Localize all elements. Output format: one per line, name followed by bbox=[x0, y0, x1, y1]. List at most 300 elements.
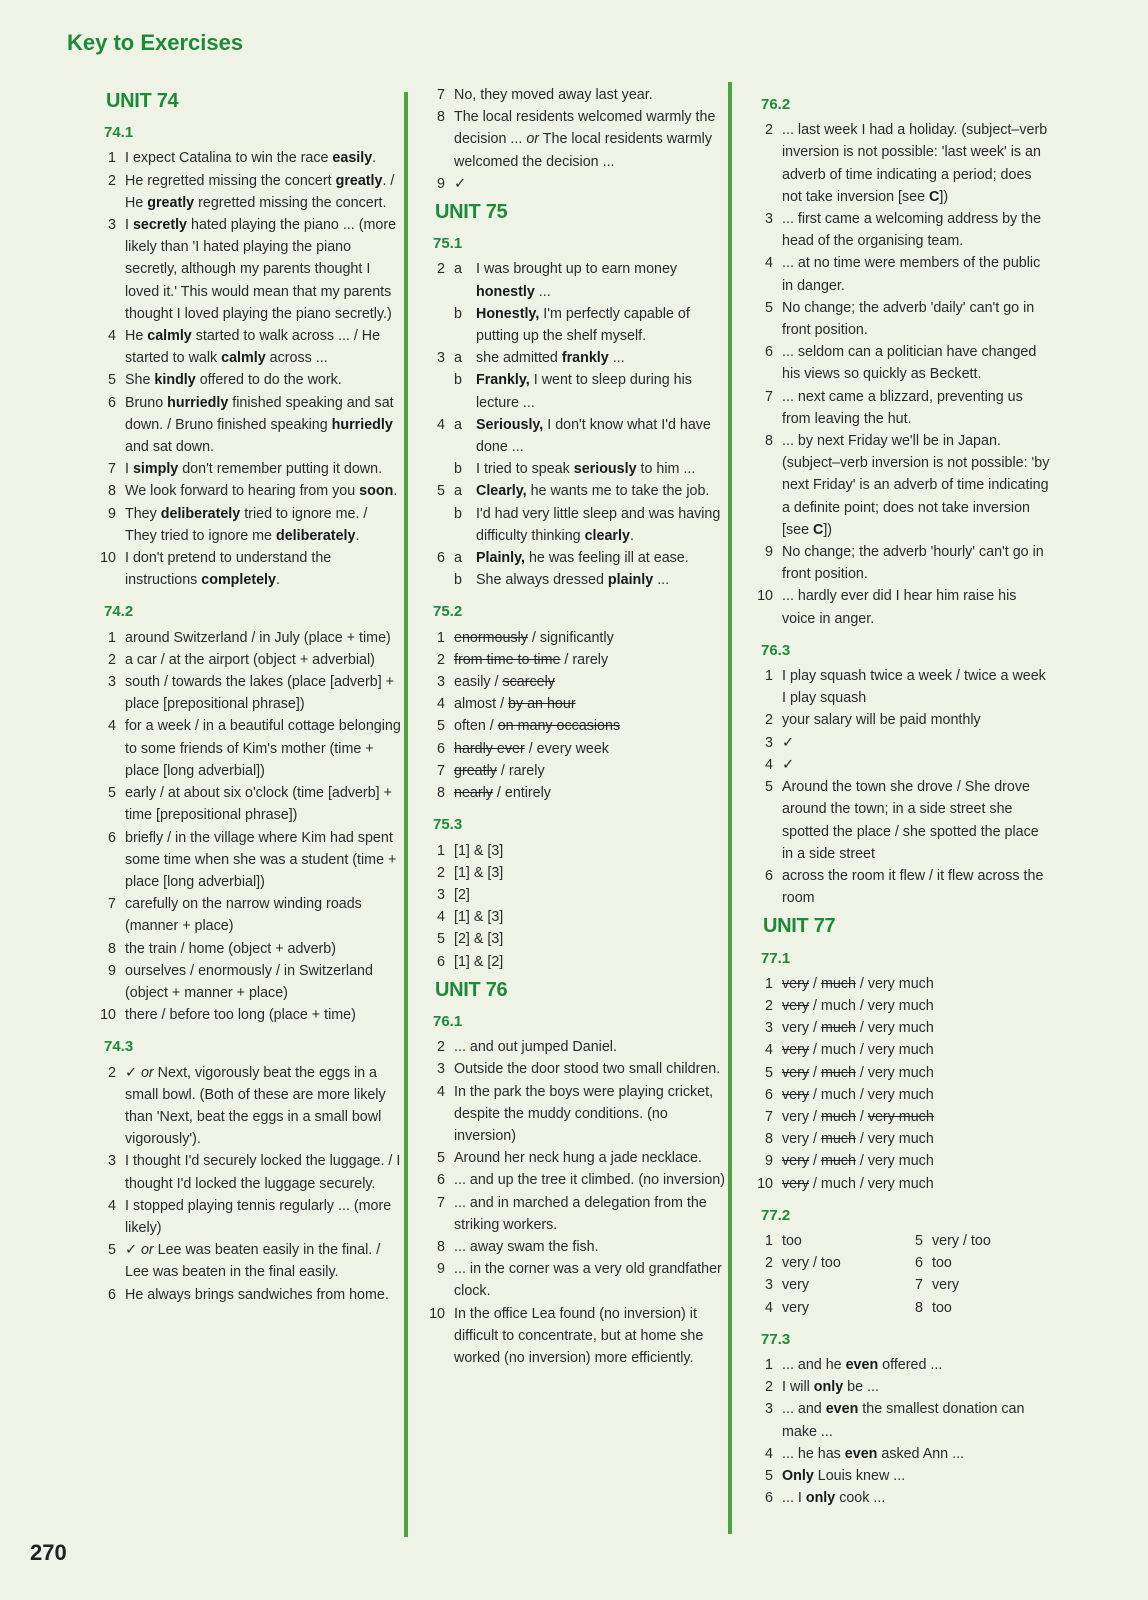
item-number: 5 bbox=[108, 785, 116, 802]
exercise-heading: 77.2 bbox=[761, 1206, 791, 1224]
answer-item bbox=[96, 715, 401, 782]
answer-item bbox=[753, 585, 1053, 629]
item-number: 2 bbox=[437, 864, 445, 881]
answer-text: ... in the corner was a very old grandfather clock. bbox=[454, 1261, 722, 1300]
answer-item bbox=[425, 862, 725, 884]
answer-list bbox=[753, 973, 1053, 1195]
item-number: 4 bbox=[765, 1042, 773, 1059]
answer-list bbox=[96, 627, 401, 1027]
page-number: 270 bbox=[30, 1540, 67, 1565]
answer-list bbox=[425, 84, 725, 195]
answer-item bbox=[96, 1004, 401, 1026]
answer-text: too bbox=[932, 1255, 952, 1272]
exercise-heading: 77.1 bbox=[761, 949, 791, 967]
answer-text: The local residents welcomed warmly the decision ... or The local residents warmly welcomed the decision ... bbox=[454, 109, 716, 170]
answer-text: very / much / very much bbox=[782, 1020, 934, 1037]
item-number: 7 bbox=[108, 461, 116, 478]
item-number: 6 bbox=[915, 1255, 923, 1272]
answer-item bbox=[425, 649, 725, 671]
item-sub-letter: b bbox=[454, 572, 462, 589]
answer-text: ... by next Friday we'll be in Japan. (subject–verb inversion is not possible: 'by next Friday' is an adverb of time indicating a definite point; does not take inversion [see C]) bbox=[782, 433, 1050, 538]
item-number: 4 bbox=[765, 1299, 773, 1316]
answer-text: often / on many occasions bbox=[454, 718, 621, 735]
answer-text: she admitted frankly ... bbox=[476, 350, 625, 367]
item-number: 4 bbox=[437, 1083, 445, 1100]
answer-item bbox=[425, 1058, 725, 1080]
answer-list bbox=[753, 1230, 1053, 1319]
answer-item bbox=[96, 147, 401, 169]
answer-text: ... I only cook ... bbox=[782, 1490, 886, 1507]
answer-text: Honestly, I'm perfectly capable of putting up the shelf myself. bbox=[476, 305, 690, 345]
item-number: 7 bbox=[437, 87, 445, 103]
item-sub-letter: a bbox=[454, 416, 462, 433]
answer-text: very / too bbox=[932, 1232, 991, 1249]
answer-text: [2] bbox=[454, 886, 470, 903]
answer-text: I simply don't remember putting it down. bbox=[125, 461, 383, 478]
answer-text: easily / scarcely bbox=[454, 674, 555, 691]
item-sub-letter: b bbox=[454, 305, 462, 322]
item-number: 8 bbox=[765, 1131, 773, 1148]
answer-list bbox=[96, 147, 401, 591]
answer-item bbox=[425, 547, 725, 569]
item-number: 3 bbox=[108, 217, 116, 234]
answer-text: I thought I'd securely locked the luggage. / I thought I'd locked the luggage securely. bbox=[125, 1153, 401, 1192]
answer-item bbox=[753, 1376, 1053, 1398]
answer-item bbox=[425, 303, 725, 347]
item-number: 7 bbox=[108, 896, 116, 913]
answer-item bbox=[425, 414, 725, 458]
answer-item bbox=[425, 627, 725, 649]
item-sub-letter: a bbox=[454, 261, 462, 278]
unit-heading: UNIT 76 bbox=[435, 978, 508, 1001]
answer-text: I was brought up to earn money honestly ... bbox=[476, 261, 678, 300]
answer-item bbox=[425, 884, 725, 906]
item-number: 9 bbox=[108, 962, 116, 979]
answer-item bbox=[425, 106, 725, 173]
exercise-heading: 77.3 bbox=[761, 1330, 791, 1348]
item-number: 4 bbox=[437, 696, 445, 713]
answer-text: very bbox=[932, 1277, 960, 1294]
answer-item bbox=[96, 671, 401, 715]
item-number: 1 bbox=[765, 1356, 773, 1373]
answer-item bbox=[425, 782, 725, 804]
exercise-heading: 76.3 bbox=[761, 641, 791, 659]
item-number: 2 bbox=[437, 651, 445, 668]
answer-item bbox=[753, 1084, 1053, 1106]
answer-text: your salary will be paid monthly bbox=[782, 712, 981, 729]
answer-text: ... hardly ever did I hear him raise his voice in anger. bbox=[782, 588, 1017, 627]
answer-text: Clearly, he wants me to take the job. bbox=[476, 483, 710, 500]
answer-text: In the office Lea found (no inversion) it difficult to concentrate, but at home she worked (no inversion) more efficiently. bbox=[454, 1305, 704, 1366]
answer-item bbox=[425, 84, 725, 106]
answer-item bbox=[753, 776, 1053, 865]
answer-item bbox=[425, 715, 725, 737]
item-number: 6 bbox=[437, 953, 445, 970]
item-sub-letter: b bbox=[454, 505, 462, 522]
answer-text: [2] & [3] bbox=[454, 931, 504, 948]
answer-item bbox=[753, 341, 1053, 385]
item-number: 6 bbox=[437, 740, 445, 757]
answer-item bbox=[753, 1465, 1053, 1487]
item-sub-letter: a bbox=[454, 350, 462, 367]
item-number: 6 bbox=[437, 550, 445, 567]
answer-item bbox=[753, 252, 1053, 296]
answer-item bbox=[96, 1195, 401, 1239]
answer-text: Seriously, I don't know what I'd have done ... bbox=[476, 416, 711, 456]
answer-item bbox=[425, 928, 725, 950]
item-number: 5 bbox=[108, 1242, 116, 1259]
answer-item bbox=[96, 827, 401, 894]
answer-text: I will only be ... bbox=[782, 1379, 879, 1396]
answer-item bbox=[96, 893, 401, 937]
answer-list bbox=[425, 258, 725, 591]
answer-text: ... at no time were members of the public in danger. bbox=[782, 255, 1041, 294]
item-number: 9 bbox=[765, 544, 773, 561]
answer-item bbox=[425, 693, 725, 715]
answer-item bbox=[96, 369, 401, 391]
item-number: 8 bbox=[437, 109, 445, 126]
item-number: 2 bbox=[437, 261, 445, 278]
answer-text: ✓ bbox=[782, 734, 794, 751]
item-sub-letter: a bbox=[454, 550, 462, 567]
answer-text: Only Louis knew ... bbox=[782, 1467, 906, 1484]
item-number: 10 bbox=[100, 550, 116, 567]
answer-text: Outside the door stood two small children. bbox=[454, 1061, 721, 1078]
answer-item bbox=[425, 258, 725, 302]
answer-item bbox=[425, 738, 725, 760]
answer-item bbox=[753, 1443, 1053, 1465]
answer-text: ... last week I had a holiday. (subject–verb inversion is not possible: 'last week' is an adverb of time indicating a period; does not take inversion [see C]) bbox=[782, 122, 1048, 205]
item-number: 2 bbox=[765, 1255, 773, 1272]
answer-item bbox=[425, 503, 725, 547]
answer-item bbox=[753, 1062, 1053, 1084]
answer-item bbox=[753, 1128, 1053, 1150]
answer-item bbox=[425, 173, 725, 195]
answer-text: ... first came a welcoming address by the head of the organising team. bbox=[782, 211, 1042, 250]
answer-text: I tried to speak seriously to him ... bbox=[476, 461, 696, 478]
answer-text: nearly / entirely bbox=[454, 785, 551, 802]
answer-item bbox=[425, 1169, 725, 1191]
answer-item bbox=[753, 1274, 903, 1296]
item-number: 7 bbox=[437, 1194, 445, 1211]
answer-text: for a week / in a beautiful cottage belonging to some friends of Kim's mother (time + place [long adverbial]) bbox=[125, 718, 401, 779]
item-number: 5 bbox=[765, 779, 773, 796]
answer-text: ... and up the tree it climbed. (no inversion) bbox=[454, 1172, 725, 1189]
answer-text: He regretted missing the concert greatly. / He greatly regretted missing the concert. bbox=[125, 172, 395, 211]
item-number: 2 bbox=[765, 1379, 773, 1396]
answer-text: hardly ever / every week bbox=[454, 740, 609, 757]
item-number: 9 bbox=[437, 175, 445, 192]
item-number: 9 bbox=[765, 1153, 773, 1170]
exercise-heading: 76.1 bbox=[433, 1012, 463, 1030]
answer-item bbox=[753, 995, 1053, 1017]
answer-text: briefly / in the village where Kim had spent some time when she was a student (time + place [long adverbial]) bbox=[125, 829, 397, 890]
item-number: 1 bbox=[437, 842, 445, 859]
answer-list bbox=[96, 1062, 401, 1306]
answer-column-1 bbox=[96, 84, 401, 1306]
item-number: 8 bbox=[437, 1238, 445, 1255]
answer-list bbox=[425, 627, 725, 805]
answer-column-2 bbox=[425, 84, 725, 1369]
answer-item bbox=[425, 1258, 725, 1302]
item-number: 9 bbox=[437, 1261, 445, 1278]
answer-item bbox=[96, 1062, 401, 1151]
answer-text: ... away swam the fish. bbox=[454, 1238, 599, 1255]
answer-text: too bbox=[932, 1299, 952, 1316]
item-sub-letter: a bbox=[454, 483, 462, 500]
answer-item bbox=[753, 1252, 903, 1274]
answer-text: very / much / very much bbox=[782, 1064, 934, 1081]
answer-text: south / towards the lakes (place [adverb] + place [prepositional phrase]) bbox=[125, 674, 395, 713]
answer-text: I expect Catalina to win the race easily. bbox=[125, 150, 377, 167]
answer-text: ✓ or Next, vigorously beat the eggs in a small bowl. (Both of these are more likely than 'Next, beat the eggs in a small bowl vigorously'). bbox=[125, 1064, 386, 1148]
answer-item bbox=[425, 760, 725, 782]
item-number: 6 bbox=[108, 829, 116, 846]
answer-text: ... and he even offered ... bbox=[782, 1356, 943, 1373]
item-number: 3 bbox=[108, 674, 116, 691]
item-number: 8 bbox=[108, 483, 116, 500]
item-number: 6 bbox=[765, 1490, 773, 1507]
answer-item bbox=[753, 709, 1053, 731]
item-number: 3 bbox=[437, 674, 445, 691]
exercise-heading: 75.1 bbox=[433, 235, 463, 253]
answer-text: [1] & [3] bbox=[454, 864, 504, 881]
item-number: 8 bbox=[108, 940, 116, 957]
answer-item bbox=[96, 214, 401, 325]
answer-item bbox=[753, 208, 1053, 252]
answer-item bbox=[753, 119, 1053, 208]
exercise-heading: 74.3 bbox=[104, 1038, 134, 1056]
item-number: 4 bbox=[765, 756, 773, 773]
unit-heading: UNIT 77 bbox=[763, 915, 836, 938]
unit-heading: UNIT 74 bbox=[106, 90, 179, 112]
answer-list bbox=[753, 119, 1053, 630]
item-number: 10 bbox=[757, 1175, 773, 1192]
exercise-heading: 74.1 bbox=[104, 124, 134, 142]
answer-text: I'd had very little sleep and was having difficulty thinking clearly. bbox=[476, 505, 721, 544]
item-number: 4 bbox=[108, 718, 116, 735]
answer-item bbox=[425, 951, 725, 973]
item-number: 1 bbox=[437, 629, 445, 646]
answer-item bbox=[753, 1106, 1053, 1128]
item-number: 4 bbox=[765, 1445, 773, 1462]
answer-text: very bbox=[782, 1277, 810, 1294]
answer-text: Around the town she drove / She drove around the town; in a side street she spotted the place / she spotted the place in a side street bbox=[782, 779, 1039, 862]
answer-item bbox=[96, 627, 401, 649]
answer-text: We look forward to hearing from you soon. bbox=[125, 483, 398, 500]
answer-text: early / at about six o'clock (time [adverb] + time [prepositional phrase]) bbox=[125, 785, 392, 824]
item-number: 7 bbox=[437, 762, 445, 779]
answer-text: carefully on the narrow winding roads (manner + place) bbox=[125, 896, 362, 935]
answer-item bbox=[753, 732, 1053, 754]
answer-item bbox=[425, 671, 725, 693]
item-number: 6 bbox=[765, 1086, 773, 1103]
item-number: 5 bbox=[437, 483, 445, 500]
answer-text: ... he has even asked Ann ... bbox=[782, 1445, 965, 1462]
answer-text: He calmly started to walk across ... / He started to walk calmly across ... bbox=[125, 328, 381, 367]
answer-text: enormously / significantly bbox=[454, 629, 614, 646]
answer-text: ... and in marched a delegation from the striking workers. bbox=[454, 1194, 707, 1233]
item-number: 8 bbox=[915, 1299, 923, 1316]
item-number: 2 bbox=[765, 997, 773, 1014]
answer-item bbox=[96, 503, 401, 547]
unit-heading: UNIT 75 bbox=[435, 201, 508, 224]
answer-text: a car / at the airport (object + adverbial) bbox=[125, 651, 375, 668]
item-number bbox=[425, 458, 454, 480]
item-number: 5 bbox=[437, 1150, 445, 1167]
answer-item bbox=[96, 458, 401, 480]
answer-item bbox=[96, 649, 401, 671]
answer-text: too bbox=[782, 1232, 802, 1249]
answer-item bbox=[425, 1147, 725, 1169]
item-number: 9 bbox=[108, 505, 116, 522]
answer-item bbox=[96, 1239, 401, 1283]
answer-text: She kindly offered to do the work. bbox=[125, 372, 342, 389]
item-number: 7 bbox=[765, 388, 773, 405]
item-number bbox=[425, 369, 454, 413]
exercise-heading: 74.2 bbox=[104, 603, 134, 621]
answer-text: very / much / very much bbox=[782, 1153, 934, 1170]
exercise-heading: 75.3 bbox=[433, 816, 463, 834]
answer-text: very bbox=[782, 1299, 810, 1316]
item-number: 2 bbox=[108, 1064, 116, 1081]
item-number: 6 bbox=[437, 1172, 445, 1189]
answer-text: very / much / very much bbox=[782, 1108, 934, 1125]
answer-item bbox=[96, 325, 401, 369]
item-number: 3 bbox=[765, 1277, 773, 1294]
item-number: 3 bbox=[765, 1401, 773, 1418]
item-number: 5 bbox=[437, 718, 445, 735]
item-number: 1 bbox=[765, 975, 773, 992]
answer-item bbox=[425, 1192, 725, 1236]
answer-list bbox=[753, 665, 1053, 909]
answer-text: ... seldom can a politician have changed his views so quickly as Beckett. bbox=[782, 344, 1037, 383]
answer-text: They deliberately tried to ignore me. / They tried to ignore me deliberately. bbox=[125, 505, 368, 544]
item-number: 1 bbox=[108, 629, 116, 646]
answer-text: ✓ bbox=[454, 175, 466, 192]
item-number: 5 bbox=[765, 299, 773, 316]
item-number: 4 bbox=[108, 328, 116, 345]
answer-text: No change; the adverb 'hourly' can't go in front position. bbox=[782, 544, 1044, 583]
item-number bbox=[425, 303, 454, 347]
item-number: 3 bbox=[765, 211, 773, 228]
item-number: 6 bbox=[765, 867, 773, 884]
item-number: 4 bbox=[108, 1197, 116, 1214]
answer-item bbox=[96, 782, 401, 826]
answer-text: ... and even the smallest donation can make ... bbox=[782, 1401, 1025, 1440]
answer-text: very / much / very much bbox=[782, 1175, 934, 1192]
answer-item bbox=[96, 1150, 401, 1194]
answer-item bbox=[753, 754, 1053, 776]
item-sub-letter: b bbox=[454, 461, 462, 478]
answer-list bbox=[425, 1036, 725, 1369]
item-number: 8 bbox=[765, 433, 773, 450]
item-number: 10 bbox=[757, 588, 773, 605]
answer-item bbox=[753, 973, 1053, 995]
item-number: 5 bbox=[765, 1064, 773, 1081]
item-number: 7 bbox=[915, 1277, 923, 1294]
answer-item bbox=[96, 392, 401, 459]
answer-item bbox=[96, 938, 401, 960]
answer-text: ourselves / enormously / in Switzerland (object + manner + place) bbox=[125, 962, 373, 1001]
answer-text: ... next came a blizzard, preventing us from leaving the hut. bbox=[782, 388, 1023, 427]
item-number: 5 bbox=[108, 372, 116, 389]
answer-text: very / much / very much bbox=[782, 1131, 934, 1148]
item-number: 10 bbox=[429, 1305, 445, 1322]
answer-text: In the park the boys were playing cricket, despite the muddy conditions. (no inversion) bbox=[454, 1083, 714, 1144]
answer-item bbox=[753, 1230, 903, 1252]
answer-item bbox=[753, 1150, 1053, 1172]
item-number: 2 bbox=[765, 122, 773, 139]
answer-item bbox=[425, 840, 725, 862]
answer-item bbox=[753, 1354, 1053, 1376]
answer-text: very / much / very much bbox=[782, 975, 934, 992]
answer-item bbox=[753, 297, 1053, 341]
item-number: 7 bbox=[765, 1108, 773, 1125]
answer-text: No, they moved away last year. bbox=[454, 87, 653, 103]
answer-text: I don't pretend to understand the instructions completely. bbox=[125, 550, 332, 589]
item-number: 4 bbox=[437, 416, 445, 433]
item-number: 2 bbox=[765, 712, 773, 729]
answer-text: from time to time / rarely bbox=[454, 651, 609, 668]
answer-text: [1] & [2] bbox=[454, 953, 504, 970]
answer-text: very / much / very much bbox=[782, 997, 934, 1014]
answer-item bbox=[425, 1303, 725, 1370]
answer-item bbox=[425, 347, 725, 369]
answer-list bbox=[425, 840, 725, 973]
answer-item bbox=[425, 458, 725, 480]
item-number: 1 bbox=[765, 1232, 773, 1249]
item-number: 8 bbox=[437, 785, 445, 802]
item-number bbox=[425, 503, 454, 547]
item-number: 4 bbox=[765, 255, 773, 272]
answer-text: there / before too long (place + time) bbox=[125, 1007, 356, 1024]
item-number: 1 bbox=[108, 150, 116, 167]
answer-text: She always dressed plainly ... bbox=[476, 572, 670, 589]
answer-text: No change; the adverb 'daily' can't go in front position. bbox=[782, 299, 1035, 339]
answer-text: very / much / very much bbox=[782, 1042, 934, 1059]
answer-item bbox=[753, 1017, 1053, 1039]
answer-text: greatly / rarely bbox=[454, 762, 545, 779]
exercise-heading: 75.2 bbox=[433, 603, 463, 621]
answer-text: Frankly, I went to sleep during his lecture ... bbox=[476, 372, 692, 411]
answer-item bbox=[753, 1487, 1053, 1509]
answer-text: ✓ bbox=[782, 756, 794, 773]
item-number: 3 bbox=[437, 350, 445, 367]
answer-item bbox=[96, 480, 401, 502]
item-number: 3 bbox=[437, 886, 445, 903]
column-divider bbox=[728, 82, 732, 1534]
answer-item bbox=[753, 386, 1053, 430]
answer-item bbox=[753, 1039, 1053, 1061]
answer-text: almost / by an hour bbox=[454, 696, 576, 713]
item-sub-letter: b bbox=[454, 372, 462, 389]
item-number bbox=[425, 569, 454, 591]
item-number: 2 bbox=[437, 1039, 445, 1056]
item-number: 3 bbox=[765, 734, 773, 751]
item-number: 4 bbox=[437, 909, 445, 926]
answer-text: around Switzerland / in July (place + time) bbox=[125, 629, 391, 646]
answer-item bbox=[903, 1230, 1053, 1252]
item-number: 5 bbox=[437, 931, 445, 948]
answer-item bbox=[753, 665, 1053, 709]
item-number: 1 bbox=[765, 668, 773, 685]
answer-text: I secretly hated playing the piano ... (more likely than 'I hated playing the piano secretly, although my parents thought I loved it.' This would mean that my parents thought I loved playing the piano secretly.) bbox=[125, 217, 397, 322]
answer-text: I play squash twice a week / twice a week I play squash bbox=[782, 668, 1046, 707]
answer-text: Plainly, he was feeling ill at ease. bbox=[476, 550, 689, 567]
answer-item bbox=[425, 480, 725, 502]
answer-item bbox=[753, 1173, 1053, 1195]
